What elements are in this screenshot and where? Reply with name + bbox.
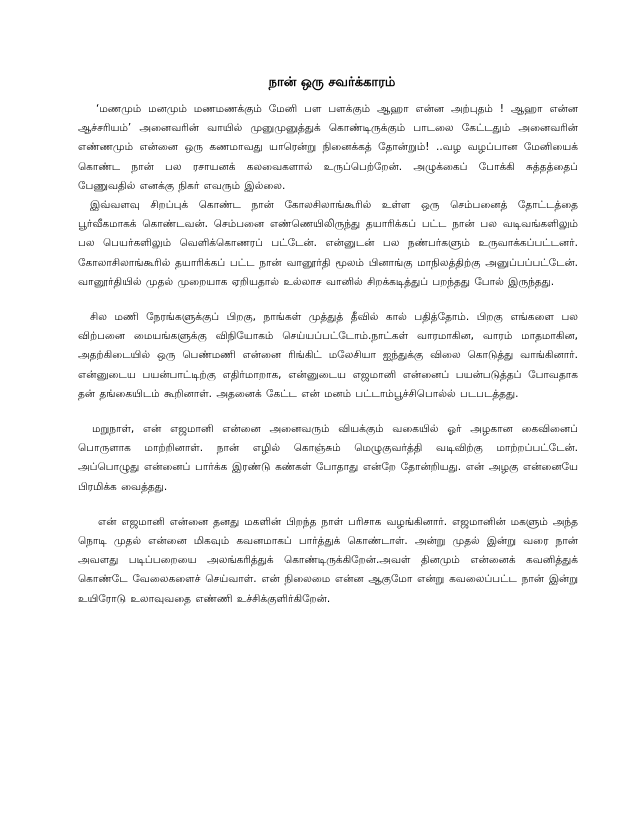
paragraph-4: மறுநாள், என் எஜமானி என்னை அனைவரும் வியக்கும் வகையில் ஓர் அழகான கைவினைப் பொருளாக மாற்றினாள். நான் எழில் கொஞ்சும் மெழுகுவர்த்தி வடிவிற்கு மாற்றப்பட்டேன். அப்பொழுது என்னைப் பார்க்க இரண்டு கண்கள் போதாது என்றே தோன்றியது. என் அழகு என்னையே பிரமிக்க வைத்தது. [78,423,578,493]
paragraph-2: இவ்வளவு சிறப்புக் கொண்ட நான் கோலசிலாங்கூரில் உள்ள ஒரு செம்பனைத் தோட்டத்தை பூர்வீகமாகக் கொண்டவன். செம்பனை எண்ணெயிலிருந்து தயாரிக்கப் பட்ட நான் பல வடிவங்களிலும் பல பெயர்களிலும் வெளிக்கொணரப் பட்டேன். என்னுடன் பல நண்பர்களும் உருவாக்கப்பட்டனர். கோலாசிலாங்கூரில் தயாரிக்கப் பட்ட நான் வானூர்தி மூலம் பினாங்கு மாநிலத்திற்கு அனுப்பப்பட்டேன். வானூர்தியில் முதல் முறையாக ஏறியதால் உல்லாச வானில் சிறக்கடித்துப் பறந்தது போல் இருந்தது. [78,199,578,288]
paragraph-5: என் எஜமானி என்னை தனது மகளின் பிறந்த நாள் பரிசாக வழங்கினார். எஜமானின் மகளும் அந்த நொடி முதல் என்னை மிகவும் கவனமாகப் பார்த்துக் கொண்டாள். அன்று முதல் இன்று வரை நான் அவளது படிப்பறையை அலங்கரித்துக் கொண்டிருக்கிறேன்.அவள் தினமும் என்னைக் கவனித்துக் கொண்டே வேலைகளைச் செய்வாள். என் நிலைமை என்ன ஆகுமோ என்று கவலைப்பட்ட நான் இன்று உயிரோடு உலாவுவதை எண்ணி உச்சிக்குளிர்கிறேன். [78,515,578,605]
document-title: நான் ஒரு சவர்க்காரம் [268,75,396,90]
paragraph-3: சில மணி நேரங்களுக்குப் பிறகு, நாங்கள் முத்துத் தீவில் கால் பதித்தோம். பிறகு எங்களை பல விற்பனை மையங்களுக்கு விநியோகம் செய்யப்பட்டோம்.நாட்கள் வாரமாகின, வாரம் மாதமாகின, அதற்கிடையில் ஒரு பெண்மணி என்னை ரிங்கிட் மலேசியா ஐந்துக்கு விலை கொடுத்து வாங்கினார். என்னுடைய பயன்பாட்டிற்கு எதிர்மாறாக, என்னுடைய எஜமானி என்னைப் பயன்படுத்தப் போவதாக தன் தங்கையிடம் கூறினாள். அதனைக் கேட்ட என் மனம் பட்டாம்பூச்சிபொல்ல் படபடத்தது. [78,311,578,400]
paragraph-1: ‘மணமும் மனமும் மணமணக்கும் மேனி பள பளக்கும் ஆஹா என்ன அற்புதம் ! ஆஹா என்ன ஆச்சரியம்’ அனைவரின் வாயில் முனுமுனுத்துக் கொண்டிருக்கும் பாடலை கேட்டதும் அனைவரின் எண்ணமும் என்னை ஒரு கணமாவது யாரென்று நினைக்கத் தோன்றும்! ..வழ வழப்பான மேனியைக் கொண்ட நான் பல ரசாயனக் கலவைகளால் உருப்பெற்றேன். அழுக்கைப் போக்கி சுத்தத்தைப் பேணுவதில் எனக்கு நிகர் எவரும் இல்லை. [78,103,578,192]
